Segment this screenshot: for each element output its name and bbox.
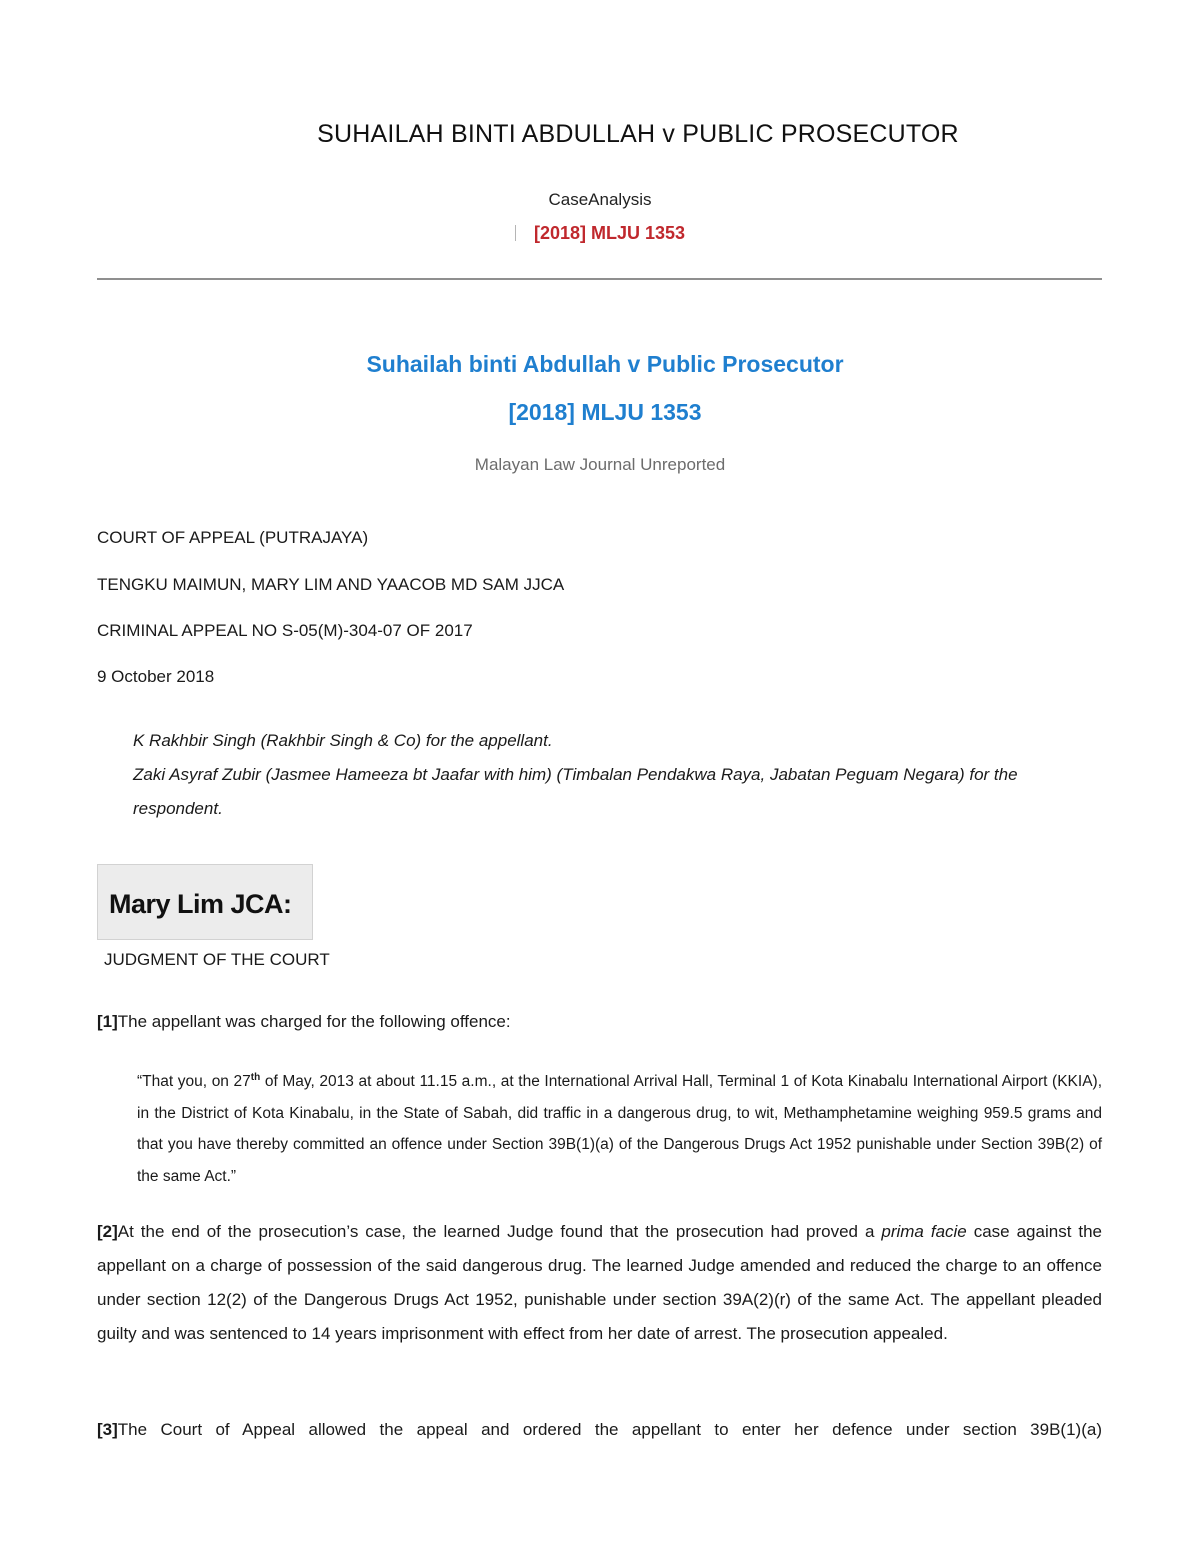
court-name: COURT OF APPEAL (PUTRAJAYA) [97,528,369,547]
paragraph-1 [97,1012,1102,1032]
judgment-heading: JUDGMENT OF THE COURT [104,950,330,969]
document-title: SUHAILAH BINTI ABDULLAH v PUBLIC PROSECUTOR [317,120,959,148]
appeal-number: CRIMINAL APPEAL NO S-05(M)-304-07 OF 2017 [97,621,473,640]
quote-text-start: “That you, on 27 [137,1073,251,1090]
judge-box [97,864,313,940]
paragraph-italic: prima facie [881,1222,967,1241]
citation-text: [2018] MLJU 1353 [533,223,686,243]
document-citation [0,223,1200,244]
quote-text-rest: of May, 2013 at about 11.15 a.m., at the International Arrival Hall, Terminal 1 of Kota Kinabalu International Airport (KKIA), in the District of Kota Kinabalu, in the State of Sabah, did traffic in a dangerous drug, to wit, Methamphetamine weighing 959.5 grams and that you have thereby committed an offence under Section 39B(1)(a) of the Dangerous Drugs Act 1952 punishable under Section 39B(2) of the same Act.” [137,1073,1102,1185]
paragraph-number: [3] [97,1420,118,1439]
counsel-block [133,724,1113,826]
case-citation: [2018] MLJU 1353 [508,399,702,425]
paragraph-number: [1] [97,1012,118,1031]
paragraph-text-cont: case against the appellant on a charge of possession of the said dangerous drug. The learned Judge amended and reduced the charge to an offence under section 12(2) of the Dangerous Drugs Act 1952, punishable under section 39A(2)(r) of the same Act. The appellant pleaded guilty and was sentenced to 14 years imprisonment with effect from her date of arrest. The prosecution appealed. [97,1222,1103,1343]
case-title: Suhailah binti Abdullah v Public Prosecutor [366,351,844,377]
citation-divider [515,225,516,241]
paragraph-text: At the end of the prosecution’s case, the learned Judge found that the prosecution had proved a [117,1222,882,1241]
counsel-appellant: K Rakhbir Singh (Rakhbir Singh & Co) for the appellant. [133,731,553,750]
counsel-respondent: Zaki Asyraf Zubir (Jasmee Hameeza bt Jaafar with him) (Timbalan Pendakwa Raya, Jabatan Peguam Negara) for the respondent. [133,765,1018,818]
judge-name: Mary Lim JCA: [109,889,292,919]
paragraph-2 [97,1215,1102,1351]
journal-name: Malayan Law Journal Unreported [474,455,726,474]
charge-quote [137,1066,1102,1192]
header-divider [97,278,1102,280]
paragraph-text: The appellant was charged for the following offence: [117,1012,511,1031]
judges-line: TENGKU MAIMUN, MARY LIM AND YAACOB MD SAM JJCA [97,575,565,594]
paragraph-number: [2] [97,1222,118,1241]
decision-date: 9 October 2018 [97,667,215,686]
document-subtitle: CaseAnalysis [548,190,652,209]
quote-superscript: th [250,1071,261,1083]
paragraph-3 [97,1420,1102,1440]
paragraph-text: The Court of Appeal allowed the appeal and ordered the appellant to enter her defence under section 39B(1)(a) [117,1420,1102,1439]
